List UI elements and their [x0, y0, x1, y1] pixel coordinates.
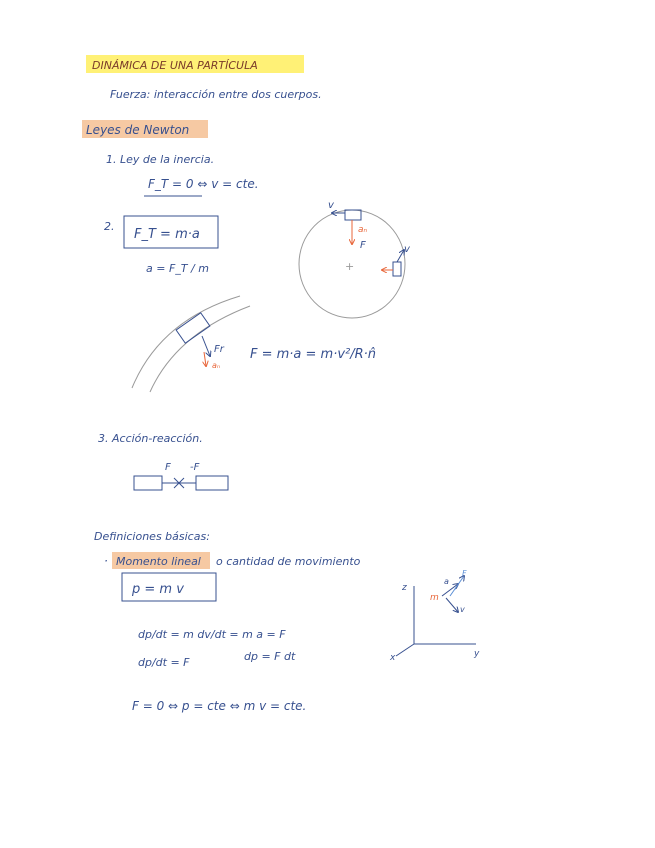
- momentum-eq2: dp/dt = F: [138, 656, 190, 669]
- momentum-eq3: dp = F dt: [244, 650, 296, 663]
- svg-text:a: a: [444, 577, 449, 586]
- svg-text:Fr: Fr: [214, 344, 224, 355]
- law3-label: 3. Acción-reacción.: [98, 432, 203, 445]
- svg-text:x: x: [390, 653, 396, 663]
- section-defs: Definiciones básicas:: [94, 530, 210, 543]
- svg-text:F: F: [165, 462, 171, 473]
- centripetal-formula: F = m·a = m·v²/R·n̂: [250, 347, 377, 362]
- law2-formula: F_T = m·a: [134, 227, 200, 242]
- curve-force-diagram: [132, 296, 250, 392]
- section-laws: Leyes de Newton: [86, 123, 190, 137]
- svg-text:y: y: [474, 649, 480, 659]
- svg-text:v: v: [404, 244, 410, 255]
- circular-motion-diagram: [299, 200, 411, 318]
- svg-text:F: F: [462, 569, 467, 578]
- svg-text:aₙ: aₙ: [358, 225, 368, 235]
- svg-text:v: v: [328, 200, 334, 211]
- law2-label: 2.: [104, 220, 115, 233]
- svg-text:v: v: [460, 605, 465, 614]
- svg-text:z: z: [402, 583, 407, 593]
- svg-text:aₙ: aₙ: [212, 361, 221, 370]
- svg-text:-F: -F: [190, 462, 200, 473]
- momentum-formula: p = m v: [132, 582, 184, 597]
- momentum-eq4: F = 0 ⇔ p = cte ⇔ m v = cte.: [132, 699, 307, 713]
- momentum-bullet: ·: [104, 554, 108, 568]
- law2-formula-a: a = F_T / m: [146, 262, 209, 275]
- momentum-rest: o cantidad de movimiento: [216, 555, 361, 568]
- page-title: DINÁMICA DE UNA PARTÍCULA: [92, 59, 258, 72]
- action-reaction-diagram: [134, 462, 228, 490]
- axes-diagram: [389, 569, 480, 663]
- intro-text: Fuerza: interacción entre dos cuerpos.: [110, 88, 322, 101]
- svg-text:m: m: [430, 593, 439, 603]
- momentum-eq1: dp/dt = m dv/dt = m a = F: [138, 628, 286, 641]
- svg-text:F: F: [360, 240, 366, 251]
- law1-formula: F_T = 0 ⇔ v = cte.: [148, 177, 259, 191]
- momentum-term: Momento lineal: [116, 555, 201, 568]
- law1-label: 1. Ley de la inercia.: [106, 153, 215, 166]
- svg-text:+: +: [345, 260, 355, 273]
